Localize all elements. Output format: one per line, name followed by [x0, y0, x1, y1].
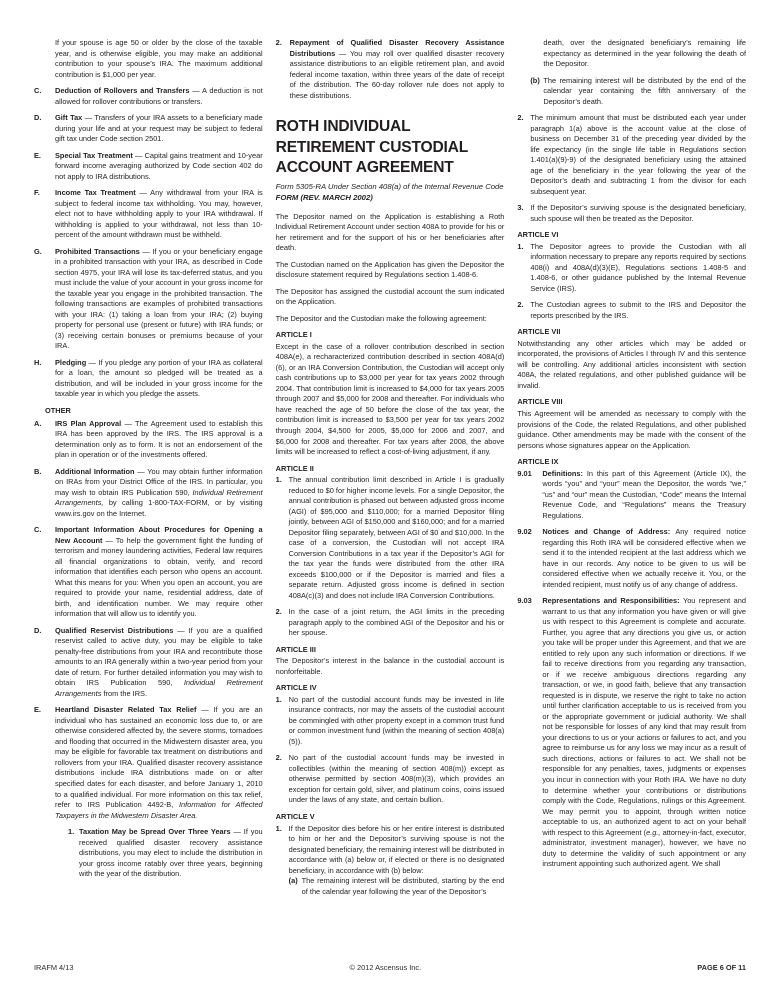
paragraph	[55, 38, 263, 80]
text-run: If your spouse is age 50 or older by the close of the taxable year, and is otherwise eligible, you may make an additional contribution to your spouse’s IRA. The maximum additional contribution is $1,000 per year.	[55, 38, 263, 79]
item-label: E.	[34, 705, 41, 715]
text-run: — A deduction is not allowed for rollover contributions or transfers.	[55, 86, 263, 106]
text-run: Qualified Reservist Distributions	[55, 625, 174, 635]
list-item-c	[34, 86, 263, 107]
text-run: Notwithstanding any other articles which may be added or incorporated, the provisions of Articles I through IV and this sentence will be controlling. Any additional articles inconsistent with section 408A, the related regulations, and other published guidance will be invalid.	[517, 338, 746, 390]
item-text	[289, 824, 505, 877]
item-text	[530, 113, 746, 197]
text-run: The Depositor and the Custodian make the following agreement:	[275, 313, 487, 323]
item-label: 2.	[517, 113, 524, 123]
text-run: Representations and Responsibilities:	[542, 596, 680, 606]
text-run: IRS Plan Approval	[55, 418, 122, 428]
article-heading-article-iv: ARTICLE IV	[275, 683, 317, 693]
text-run: Individual Retirement Arrangements	[55, 678, 263, 698]
text-run: Income Tax Treatment	[55, 188, 136, 198]
list-item-2	[517, 300, 746, 321]
item-label: 1.	[517, 241, 524, 251]
article-heading-article-vii: ARTICLE VII	[517, 327, 561, 337]
item-text	[289, 753, 505, 806]
list-item-b	[34, 467, 263, 520]
list-item-b	[530, 76, 746, 108]
paragraph	[276, 260, 505, 281]
list-item-902	[517, 527, 746, 590]
text-run: Except in the case of a rollover contribution described in section 408A(e), a recharacterized contribution described in section 408A(d)(6), or an IRA Conversion Contribution, the Custodian will accept only cash contributions up to $3,000 per year for tax years 2002 through 2004. That contribution limit is increased to $4,000 for tax years 2005 through 2007 and $5,000 for 2008 and thereafter. For individuals who have reached the age of 50 before the close of the tax year, the contribution limit is increased to $3,500 per year for tax years 2002 through 2004, $4,500 for 2005, $5,000 for 2006 and 2007, and $6,000 for 2008 and thereafter. For tax years after 2008, the above limits will be increased to reflect a cost-of-living adjustment, if any.	[275, 341, 505, 457]
item-text	[55, 626, 263, 700]
item-label: E.	[34, 150, 41, 160]
item-text	[530, 242, 746, 295]
list-item-a	[34, 419, 263, 461]
item-label: 1.	[275, 823, 282, 833]
text-run: The minimum amount that must be distributed each year under paragraph 1(a) above is the account value at the close of business on December 31 of the preceding year divided by the life expectancy (in the single life table in Regulations section 1.401(a)(9)-9) of the designated beneficiary using the attained age of the beneficiary in the year following the year of the Depositor’s death and subtracting 1 from the divisor for each subsequent year.	[530, 113, 746, 196]
text-run: The Custodian named on the Application has given the Depositor the disclosure statement required by Regulations section 1.408-6.	[275, 259, 505, 280]
item-text	[55, 113, 263, 145]
item-text	[290, 38, 505, 101]
list-item-3	[517, 203, 746, 224]
list-item-a	[289, 876, 505, 897]
item-text	[55, 525, 263, 620]
text-run: — If you or your beneficiary engage in a prohibited transaction with your IRA, as described in Code section 4975, your IRA will lose its tax-deferred status, and you must include the value of your account in your gross income for the taxable year you engage in the prohibited transaction. The following transactions are examples of prohibited transactions with your IRA: (1) taking a loan from your IRA; (2) buying property for personal use (present or future) with IRA funds; or (3) receiving certain bonuses or premiums because of your IRA.	[55, 246, 263, 351]
item-label: (a)	[288, 876, 298, 886]
item-label: 2.	[275, 607, 282, 617]
section-heading-other: OTHER	[45, 405, 71, 415]
list-item-1	[276, 695, 505, 748]
text-run: If the Depositor dies before his or her entire interest is distributed to him or her and the Depositor’s surviving spouse is not the designated beneficiary, the remaining interest will be distributed in accordance with (a) below or, if elected or there is no designated beneficiary, in accordance with (b) below:	[288, 823, 505, 875]
column-left	[34, 38, 263, 956]
item-label: 1.	[275, 694, 282, 704]
list-item-e	[34, 151, 263, 183]
item-text	[55, 705, 263, 821]
text-run: This Agreement will be amended as necessary to comply with the provisions of the Code, the related Regulations, and other published guidance. Other amendments may be made with the consent of the persons whose signatures appear on the Application.	[517, 408, 746, 450]
text-run: — You may roll over qualified disaster recovery assistance distributions to an eligible retirement plan, and avoid federal income taxation, within three years of the date of receipt of the distribution. The 60-day rollover rule does not apply to these distributions.	[289, 48, 505, 100]
text-run: — If you are an individual who has sustained an economic loss due to, or are otherwise considered affected by, the severe storms, tornadoes and flooding that occurred in the Midwestern disaster area, you may be eligible for favorable tax treatment on distributions and rollovers from your IRA. Qualified disaster recovery assistance distributions include IRA distributions made on or after specified dates for each disaster, and before January 1, 2010 to a qualified individual. For more information on this tax relief, refer to IRS Publication 4492-B,	[55, 705, 263, 810]
list-item-c	[34, 525, 263, 620]
document-title-line: ROTH INDIVIDUAL	[275, 118, 411, 136]
item-label: C.	[34, 525, 42, 535]
article-heading-article-viii: ARTICLE VIII	[517, 397, 563, 407]
list-item-2	[276, 607, 505, 639]
list-item-1	[517, 242, 746, 295]
text-run: No part of the custodial account funds may be invested in life insurance contracts, nor may the assets of the custodial account be commingled with other property except in a common trust fund or common investment fund (within the meaning of section 408(a)(5)).	[288, 694, 505, 746]
text-run: Prohibited Transactions	[55, 246, 140, 256]
text-run: Important Information About Procedures for Opening a New Account	[55, 525, 263, 545]
text-run: Repayment of Qualified Disaster Recovery Assistance Distributions	[289, 38, 505, 58]
text-run: Notices and Change of Address:	[542, 527, 671, 537]
document-title	[276, 117, 505, 179]
text-run: The remaining interest will be distributed by the end of the calendar year containing the fifth anniversary of the Depositor’s death.	[543, 75, 746, 106]
item-text	[289, 607, 505, 639]
paragraph	[276, 342, 505, 458]
item-label: 2.	[275, 753, 282, 763]
article-heading-article-i: ARTICLE I	[275, 330, 312, 340]
document-columns	[34, 38, 746, 956]
paragraph	[517, 339, 746, 392]
text-run: — Capital gains treatment and 10-year forward income averaging authorized by Code section 402 do not apply to IRA distributions.	[55, 150, 263, 181]
item-text	[542, 527, 746, 590]
document-title-line: ACCOUNT AGREEMENT	[275, 159, 454, 177]
item-label: 9.02	[517, 527, 532, 537]
text-run: Gift Tax	[55, 113, 83, 123]
item-text	[530, 300, 746, 321]
text-run: by calling 1-800-TAX-FORM, or by visiting www.irs.gov on the Internet.	[55, 498, 263, 518]
text-run: The Depositor has assigned the custodial account the sum indicated on the Application.	[275, 286, 505, 307]
text-run: No part of the custodial account funds may be invested in collectibles (within the meaning of section 408(m)) except as otherwise permitted by section 408(m)(3), which provides an exception for certain gold, silver, and platinum coins, coins issued under the laws of any state, and certain bullion.	[288, 753, 505, 805]
text-run: death, over the designated beneficiary’s remaining life expectancy as determined in the year following the death of the Depositor.	[543, 38, 746, 69]
list-item-d	[34, 113, 263, 145]
text-run: — If you are a qualified reservist called to active duty, you may be eligible to take penalty-free distributions from your IRA and recontribute those amounts to an IRA generally within a two-year period from your date of return. For further detailed information you may wish to obtain IRS Publication 590,	[55, 625, 263, 688]
item-label: H.	[34, 357, 42, 367]
item-label: 3.	[517, 203, 524, 213]
copyright-text: © 2012 Ascensus Inc.	[349, 963, 422, 973]
paragraph	[276, 314, 505, 325]
item-text	[55, 247, 263, 352]
form-code: IRAFM 4/13	[34, 963, 74, 973]
text-run: — The Agreement used to establish this IRA has been approved by the IRS. The IRS approval is a determination only as to form. It is not an endorsement of the plan in operation or of the investments offered.	[55, 418, 263, 460]
text-run: Definitions:	[542, 468, 583, 478]
paragraph	[276, 212, 505, 254]
list-item-2	[276, 38, 505, 101]
list-item-d	[34, 626, 263, 700]
paragraph	[276, 287, 505, 308]
text-run: You represent and warrant to us that any information you have given or will give us with respect to this Agreement is complete and accurate. Further, you agree that any directions you give us, or action you take will be proper under this Agreement, and that we are entitled to rely upon any such information or directions. If we fail to receive directions from you regarding any transaction, or if we receive ambiguous directions regarding any transaction, or we, in good faith, believe that any transaction requested is in dispute, we reserve the right to take no action until further clarification acceptable to us is received from you or the appropriate government or judicial authority. We shall not be responsible for losses of any kind that may result from your directions to us or your actions or failures to act, and you agree to reimburse us for any loss we may incur as a result of such directions, actions or failures to act. We shall not be responsible for any penalties, taxes, judgments or expenses you incur in connection with your Roth IRA. We have no duty to determine whether your contributions or distributions comply with the Code, Regulations, rulings or this Agreement. We may permit you to appoint, through written notice acceptable to us, an authorized agent to act on your behalf with respect to this Agreement (	[542, 596, 746, 837]
item-text	[542, 596, 746, 869]
item-text	[55, 419, 263, 461]
text-run: Form 5305-RA Under Section 408(a) of the Internal Revenue Code	[275, 181, 504, 191]
list-item-2	[276, 753, 505, 806]
text-run: — Any withdrawal from your IRA is subject to federal income tax withholding. You may, however, elect not to have withholding apply to your IRA withdrawal. If withholding is applied to your withdrawal, not less than 10-percent of the amount withdrawn must be withheld.	[55, 188, 263, 240]
document-subtitle	[276, 182, 505, 204]
text-run: In the case of a joint return, the AGI limits in the preceding paragraph apply to the combined AGI of the Depositor and his or her spouse.	[288, 607, 505, 638]
article-heading-article-iii: ARTICLE III	[275, 644, 316, 654]
list-item-h	[34, 358, 263, 400]
item-text	[530, 203, 746, 224]
list-item-1	[68, 827, 263, 880]
item-label: G.	[34, 246, 42, 256]
column-right	[517, 38, 746, 956]
item-text	[302, 876, 505, 897]
item-text	[55, 188, 263, 241]
text-run: Heartland Disaster Related Tax Relief	[55, 705, 197, 715]
item-label: 9.03	[517, 596, 532, 606]
item-text	[289, 695, 505, 748]
paragraph	[517, 409, 746, 451]
text-run: Any required notice regarding this Roth IRA will be considered effective when we send it to the intended recipient at the last address which we have in our records. Any notice to be given to us will be considered effective when we actually receive it. You, or the intended recipient, must notify us of any change of address.	[542, 527, 746, 589]
page-number: PAGE 6 OF 11	[697, 963, 746, 973]
item-text	[79, 827, 263, 880]
article-heading-article-ii: ARTICLE II	[275, 463, 314, 473]
item-label: C.	[34, 86, 42, 96]
list-item-903	[517, 596, 746, 869]
item-text	[543, 76, 746, 108]
list-item-f	[34, 188, 263, 241]
text-run: If the Depositor’s surviving spouse is the designated beneficiary, such spouse will then be treated as the Depositor.	[530, 203, 746, 223]
text-run: from the IRS.	[101, 688, 148, 698]
text-run: The Depositor agrees to provide the Custodian with all information necessary to prepare any reports required by sections 408(i) and 408A(d)(3)(E), Regulations sections 1.408-5 and 1.408-6, or other guidance published by the Internal Revenue Service (IRS).	[530, 241, 746, 293]
text-run: — If you received qualified disaster recovery assistance distributions, you may elect to include the distribution in your gross income ratably over three years, beginning with the year of the distribution.	[79, 827, 263, 879]
list-item-2	[517, 113, 746, 197]
text-run: The Custodian agrees to submit to the IRS and Depositor the reports prescribed by the IRS.	[530, 300, 746, 320]
text-run: Special Tax Treatment	[55, 150, 133, 160]
text-run: — To help the government fight the funding of terrorism and money laundering activities, Federal law requires all financial organizations to obtain, verify, and record information that identifies each person who opens an account. What this means for you: When you open an account, you are required to provide your name, residential address, date of birth, and identification number. We may require other information that will allow us to identify you.	[55, 535, 263, 619]
item-text	[55, 86, 263, 107]
item-label: 9.01	[517, 468, 532, 478]
item-text	[55, 358, 263, 400]
item-label: D.	[34, 113, 42, 123]
paragraph	[543, 38, 746, 70]
list-item-901	[517, 469, 746, 522]
text-run: The annual contribution limit described in Article I is gradually reduced to $0 for higher income levels. For a single Depositor, the annual contribution is phased out between adjusted gross income (AGI) of $95,000 and $110,000; for a married Depositor filing jointly, between AGI of $150,000 and $160,000; and for a married Depositor filing separately, between AGI of $0 and $10,000. In the case of a conversion, the Custodian will not accept IRA Conversion Contributions in a tax year if the Depositor’s AGI for the tax year the funds were distributed from the other IRA exceeds $100,000 or if the Depositor is married and files a separate return. Adjusted gross income is defined in section 408A(c)(3) and does not include IRA Conversion Contributions.	[288, 475, 505, 600]
text-run: Information for Affected Taxpayers in the Midwestern Disaster Area.	[55, 800, 263, 820]
article-heading-article-ix: ARTICLE IX	[517, 457, 559, 467]
item-label: D.	[34, 625, 42, 635]
text-run: Pledging	[55, 357, 87, 367]
item-text	[542, 469, 746, 522]
text-run: The remaining interest will be distributed, starting by the end of the calendar year following the year of the Depositor’s	[301, 876, 505, 896]
text-run: FORM (REV. MARCH 2002)	[275, 192, 373, 202]
text-run: Taxation May be Spread Over Three Years	[79, 827, 231, 837]
text-run: — You may obtain further information on IRAs from your District Office of the IRS. In particular, you may wish to obtain IRS Publication 590,	[55, 466, 263, 497]
list-item-g	[34, 247, 263, 352]
article-heading-article-v: ARTICLE V	[275, 812, 315, 821]
text-run: attorney-in-fact, executor, administrator, investment manager), however, we have no duty to determine the validity of such appointment or any instrument appointing such authorized agent. We shall	[542, 827, 746, 869]
text-run: e.g.,	[646, 827, 661, 837]
text-run: The Depositor named on the Application is establishing a Roth Individual Retirement Account under section 408A to provide for his or her retirement and for the support of his or her beneficiaries after death.	[275, 211, 505, 253]
item-label: 1.	[68, 827, 75, 837]
text-run: — Transfers of your IRA assets to a beneficiary made during your life and at your request may be subject to federal gift tax under Code section 2501.	[55, 113, 263, 144]
item-text	[55, 467, 263, 520]
item-label: 2.	[275, 38, 282, 47]
item-label: 1.	[275, 475, 282, 485]
page-footer	[34, 963, 746, 974]
item-label: 2.	[517, 300, 524, 310]
text-run: Deduction of Rollovers and Transfers	[55, 86, 190, 96]
item-label: A.	[34, 418, 42, 428]
text-run: The Depositor’s interest in the balance in the custodial account is nonforfeitable.	[275, 656, 505, 676]
item-text	[289, 475, 505, 601]
text-run: Additional Information	[55, 466, 135, 476]
list-item-1	[276, 475, 505, 601]
list-item-1	[276, 824, 505, 877]
item-label: (b)	[530, 75, 540, 85]
text-run: Individual Retirement Arrangements,	[55, 487, 263, 508]
item-label: B.	[34, 466, 42, 476]
text-run: In this part of this Agreement (Article IX), the words “you” and “your” mean the Depositor, the words “we,” “us” and “our” mean the Custodian, “Code” means the Internal Revenue Code, and “Regulations” means the Treasury Regulations.	[542, 468, 746, 520]
item-label: F.	[34, 188, 40, 198]
list-item-e	[34, 705, 263, 821]
paragraph	[276, 656, 505, 677]
column-middle	[276, 38, 505, 956]
article-heading-article-vi: ARTICLE VI	[517, 230, 559, 240]
document-title-line: RETIREMENT CUSTODIAL	[275, 138, 469, 156]
item-text	[55, 151, 263, 183]
text-run: — If you pledge any portion of your IRA as collateral for a loan, the amount so pledged will be treated as a distribution, and will be included in your gross income for the taxable year in which you pledge the assets.	[55, 357, 263, 399]
